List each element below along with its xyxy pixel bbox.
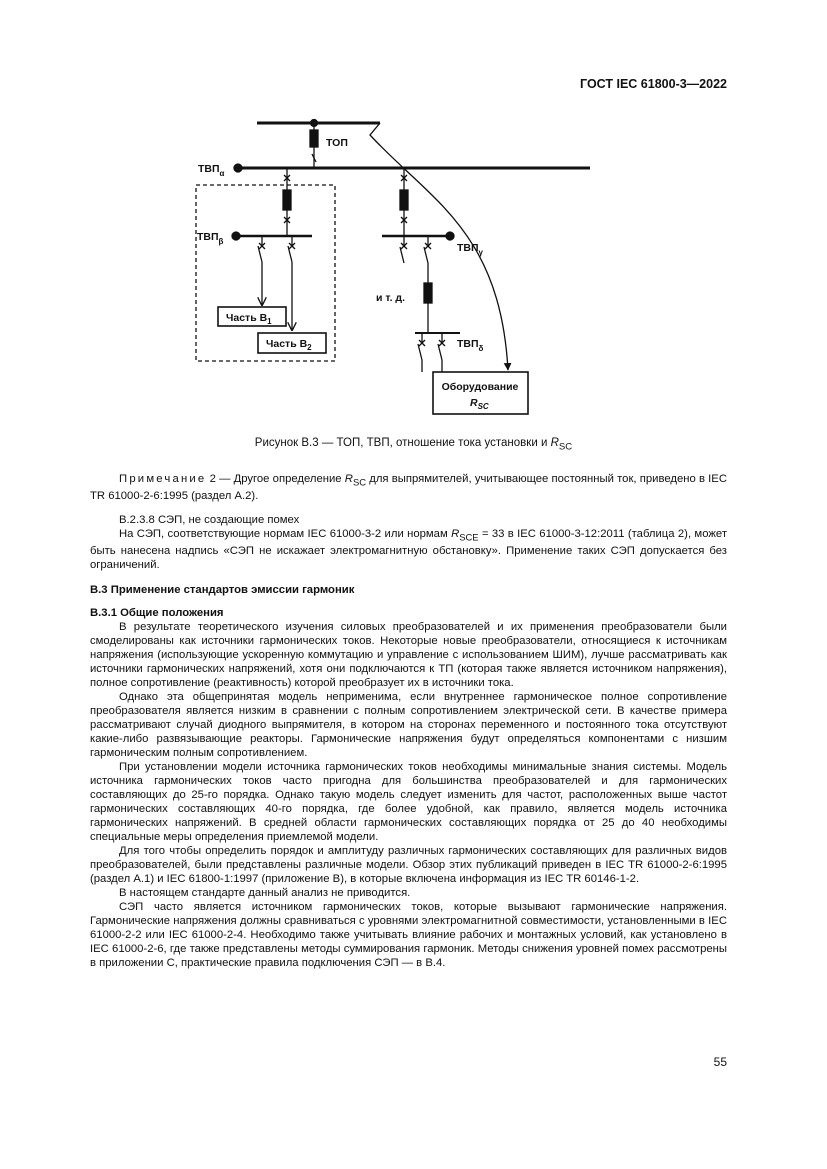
paragraph: Для того чтобы определить порядок и амплитуду различных гармонических составляющих для различных видов преобразователей, были представлены различные модели. Обзор этих публикаций приведен в IEC TR 61000-2-6:1995 (раздел А.1) и IEC 61800-1:1997 (приложение В), в которые включена информация из IEC TR 60146-1-2.: [90, 845, 727, 885]
document-header: ГОСТ IEC 61800-3—2022: [580, 77, 727, 91]
clause-text: На СЭП, соответствующие нормам IEC 61000-3-2 или нормам $R_{SCE} = 33$ в IEC 61000-3-12:2011 (таблица 2), может быть нанесена надпись «СЭП не искажает электромагнитную обстановку». Применение таких СЭП допускается без ограничений.: [90, 528, 727, 572]
pcc-beta-label: $ТВП_\beta$: [197, 231, 224, 246]
etc-label: и т. д.: [376, 292, 406, 304]
paragraph: В результате теоретического изучения силовых преобразователей и их применения преобразователи были смоделированы как источники гармонических токов. Некоторые новые преобразователи, относящиеся к источникам напряжения (использующие ускоренную коммутацию и управление с использованием ШИМ), лучше рассматривать как источники гармонических напряжений, хотя они подключаются к ТП (которая также является источником напряжения), полное сопротивление (реактивность) которой преобразует их в источники тока.: [90, 621, 727, 689]
pcc-alpha-label: $ТВП_\alpha$: [198, 163, 225, 178]
section-b31: [90, 606, 727, 970]
pcc-gamma-label: $ТВП_\gamma$: [457, 242, 483, 257]
clause-heading: В.2.3.8 СЭП, не создающие помех: [119, 514, 300, 526]
top-transformer: [310, 130, 318, 147]
equipment-rsc: $R_{SC}$: [470, 397, 489, 411]
top-label: ТОП: [326, 137, 348, 149]
circuit-diagram: [190, 112, 610, 422]
section-b31-heading: В.3.1 Общие положения: [90, 607, 224, 619]
figure-caption: Рисунок В.3 — ТОП, ТВП, отношение тока установки и $R_{SC}$: [254, 437, 573, 453]
part-b1-label: Часть $В_1$: [226, 312, 272, 326]
equipment-label: Оборудование: [441, 381, 519, 393]
page-number: 55: [713, 1055, 727, 1069]
figure-b3: [190, 112, 610, 422]
paragraph: СЭП часто является источником гармонических токов, которые вызывают гармонические напряжения. Гармонические напряжения должны сравниваться с уровнями электромагнитной совместимости, установленными в IEC 61000-2-2 или IEC 61000-2-4. Необходимо также учитывать влияние рабочих и монтажных условий, как установлено в IEC 61000-2-6, где также представлены методы суммирования гармоник. Методы снижения уровней помех рассмотрены в приложении С, практические правила подключения СЭП — в В.4.: [90, 901, 727, 969]
paragraph: При установлении модели источника гармонических токов необходимы минимальные знания системы. Модель источника гармонических токов часто пригодна для большинства преобразователей и для гармонических составляющих до 25-го порядка. Однако такую модель следует изменить для частот, расположенных выше частот гармонических составляющих 40-го порядка, где более удобной, как правило, является модель источника гармонических напряжений. В средней области гармонических составляющих порядка от 25 до 40 необходимы специальные меры определения приемлемой модели.: [90, 761, 727, 843]
section-b3: [90, 583, 727, 597]
note-block: Примечание 2 — Другое определение $R_{SC}$ для выпрямителей, учитывающее постоянный ток, приведено в IEC TR 61000-2-6:1995 (раздел А.2).: [90, 473, 727, 503]
paragraph: Однако эта общепринятая модель неприменима, если внутреннее гармоническое полное сопротивление преобразователя является низким в сравнении с полным сопротивлением электрической сети. В качестве примера рассматривают случай диодного выпрямителя, в котором на сторонах переменного и постоянного тока отсутствуют какие-либо развязывающие реакторы. Гармонические напряжения будут определяться компонентами с низшим гармоническим полным сопротивлением.: [90, 691, 727, 759]
note-label: Примечание: [119, 473, 207, 485]
part-b2-label: Часть $В_2$: [266, 338, 312, 352]
installation-box: [196, 185, 335, 361]
pcc-delta-label: $ТВП_\delta$: [457, 338, 484, 353]
paragraph: В настоящем стандарте данный анализ не приводится.: [119, 887, 411, 899]
section-b3-heading: В.3 Применение стандартов эмиссии гармоник: [90, 584, 355, 596]
clause-b238: [90, 513, 727, 572]
